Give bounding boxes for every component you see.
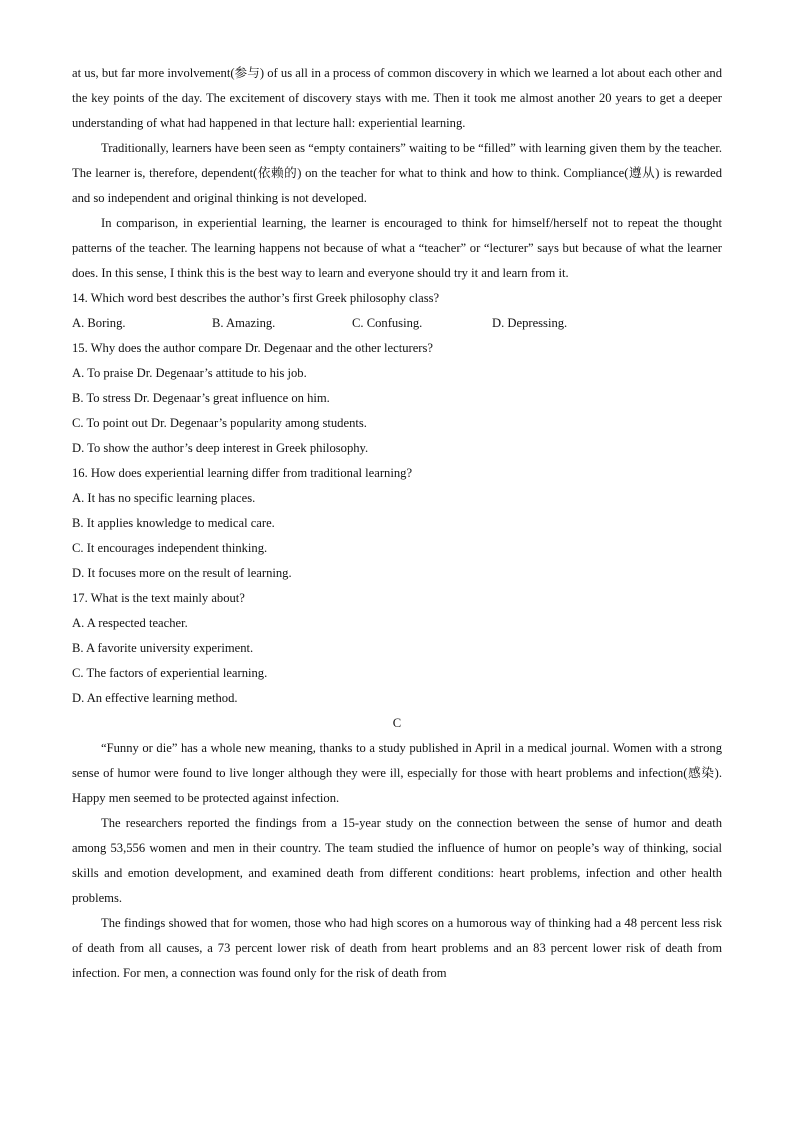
question-14-option-a: A. Boring. (72, 316, 126, 330)
passage-c-paragraph-1: “Funny or die” has a whole new meaning, thanks to a study published in April in a medical journal. Women with a strong sense of humor were found to live longer although they were ill, especially for those with heart problems and infection(感染). Happy men seemed to be protected against infection. (72, 741, 722, 805)
question-15-stem: 15. Why does the author compare Dr. Degenaar and the other lecturers? (72, 341, 433, 355)
question-16-stem: 16. How does experiential learning differ from traditional learning? (72, 466, 413, 480)
question-17-option-b: B. A favorite university experiment. (72, 641, 254, 655)
question-15 (72, 336, 722, 461)
passage-c-title: C (392, 716, 402, 730)
passage-b-paragraph-3: In comparison, in experiential learning, the learner is encouraged to think for himself/herself not to repeat the thought patterns of the teacher. The learning happens not because of what a “teacher” or “lecturer” says but because of what the learner does. In this sense, I think this is the best way to learn and everyone should try it and learn from it. (72, 216, 722, 280)
passage-b-paragraph-2: Traditionally, learners have been seen as “empty containers” waiting to be “filled” with learning given them by the teacher. The learner is, therefore, dependent(依赖的) on the teacher for what to think and how to think. Compliance(遵从) is rewarded and so independent and original thinking is not developed. (72, 141, 722, 205)
question-14-option-d: D. Depressing. (492, 316, 568, 330)
question-14-options (72, 311, 722, 336)
question-15-option-b: B. To stress Dr. Degenaar’s great influence on him. (72, 391, 330, 405)
question-17-option-a: A. A respected teacher. (72, 616, 188, 630)
question-14-stem: 14. Which word best describes the author’s first Greek philosophy class? (72, 291, 440, 305)
question-16 (72, 461, 722, 586)
passage-c-paragraph-3: The findings showed that for women, those who had high scores on a humorous way of thinking had a 48 percent less risk of death from all causes, a 73 percent lower risk of death from heart problems and an 83 percent lower risk of death from infection. For men, a connection was found only for the risk of death from (72, 916, 722, 980)
question-14 (72, 286, 722, 336)
question-16-option-a: A. It has no specific learning places. (72, 491, 256, 505)
question-15-option-d: D. To show the author’s deep interest in Greek philosophy. (72, 441, 369, 455)
question-14-option-c: C. Confusing. (352, 316, 423, 330)
document-page (72, 61, 722, 986)
question-16-option-c: C. It encourages independent thinking. (72, 541, 268, 555)
question-17-option-c: C. The factors of experiential learning. (72, 666, 268, 680)
question-16-option-d: D. It focuses more on the result of learning. (72, 566, 292, 580)
question-17-option-d: D. An effective learning method. (72, 691, 238, 705)
question-15-option-a: A. To praise Dr. Degenaar’s attitude to his job. (72, 366, 307, 380)
question-17 (72, 586, 722, 711)
question-17-stem: 17. What is the text mainly about? (72, 591, 245, 605)
passage-b-paragraph-1: at us, but far more involvement(参与) of us all in a process of common discovery in which we learned a lot about each other and the key points of the day. The excitement of discovery stays with me. Then it took me almost another 20 years to get a deeper understanding of what had happened in that lecture hall: experiential learning. (72, 66, 722, 130)
question-14-option-b: B. Amazing. (212, 316, 276, 330)
passage-c-paragraph-2: The researchers reported the findings from a 15-year study on the connection between the sense of humor and death among 53,556 women and men in their country. The team studied the influence of humor on people’s way of thinking, social skills and emotion development, and examined death from different conditions: heart problems, infection and other health problems. (72, 816, 722, 905)
question-15-option-c: C. To point out Dr. Degenaar’s popularity among students. (72, 416, 367, 430)
question-16-option-b: B. It applies knowledge to medical care. (72, 516, 275, 530)
